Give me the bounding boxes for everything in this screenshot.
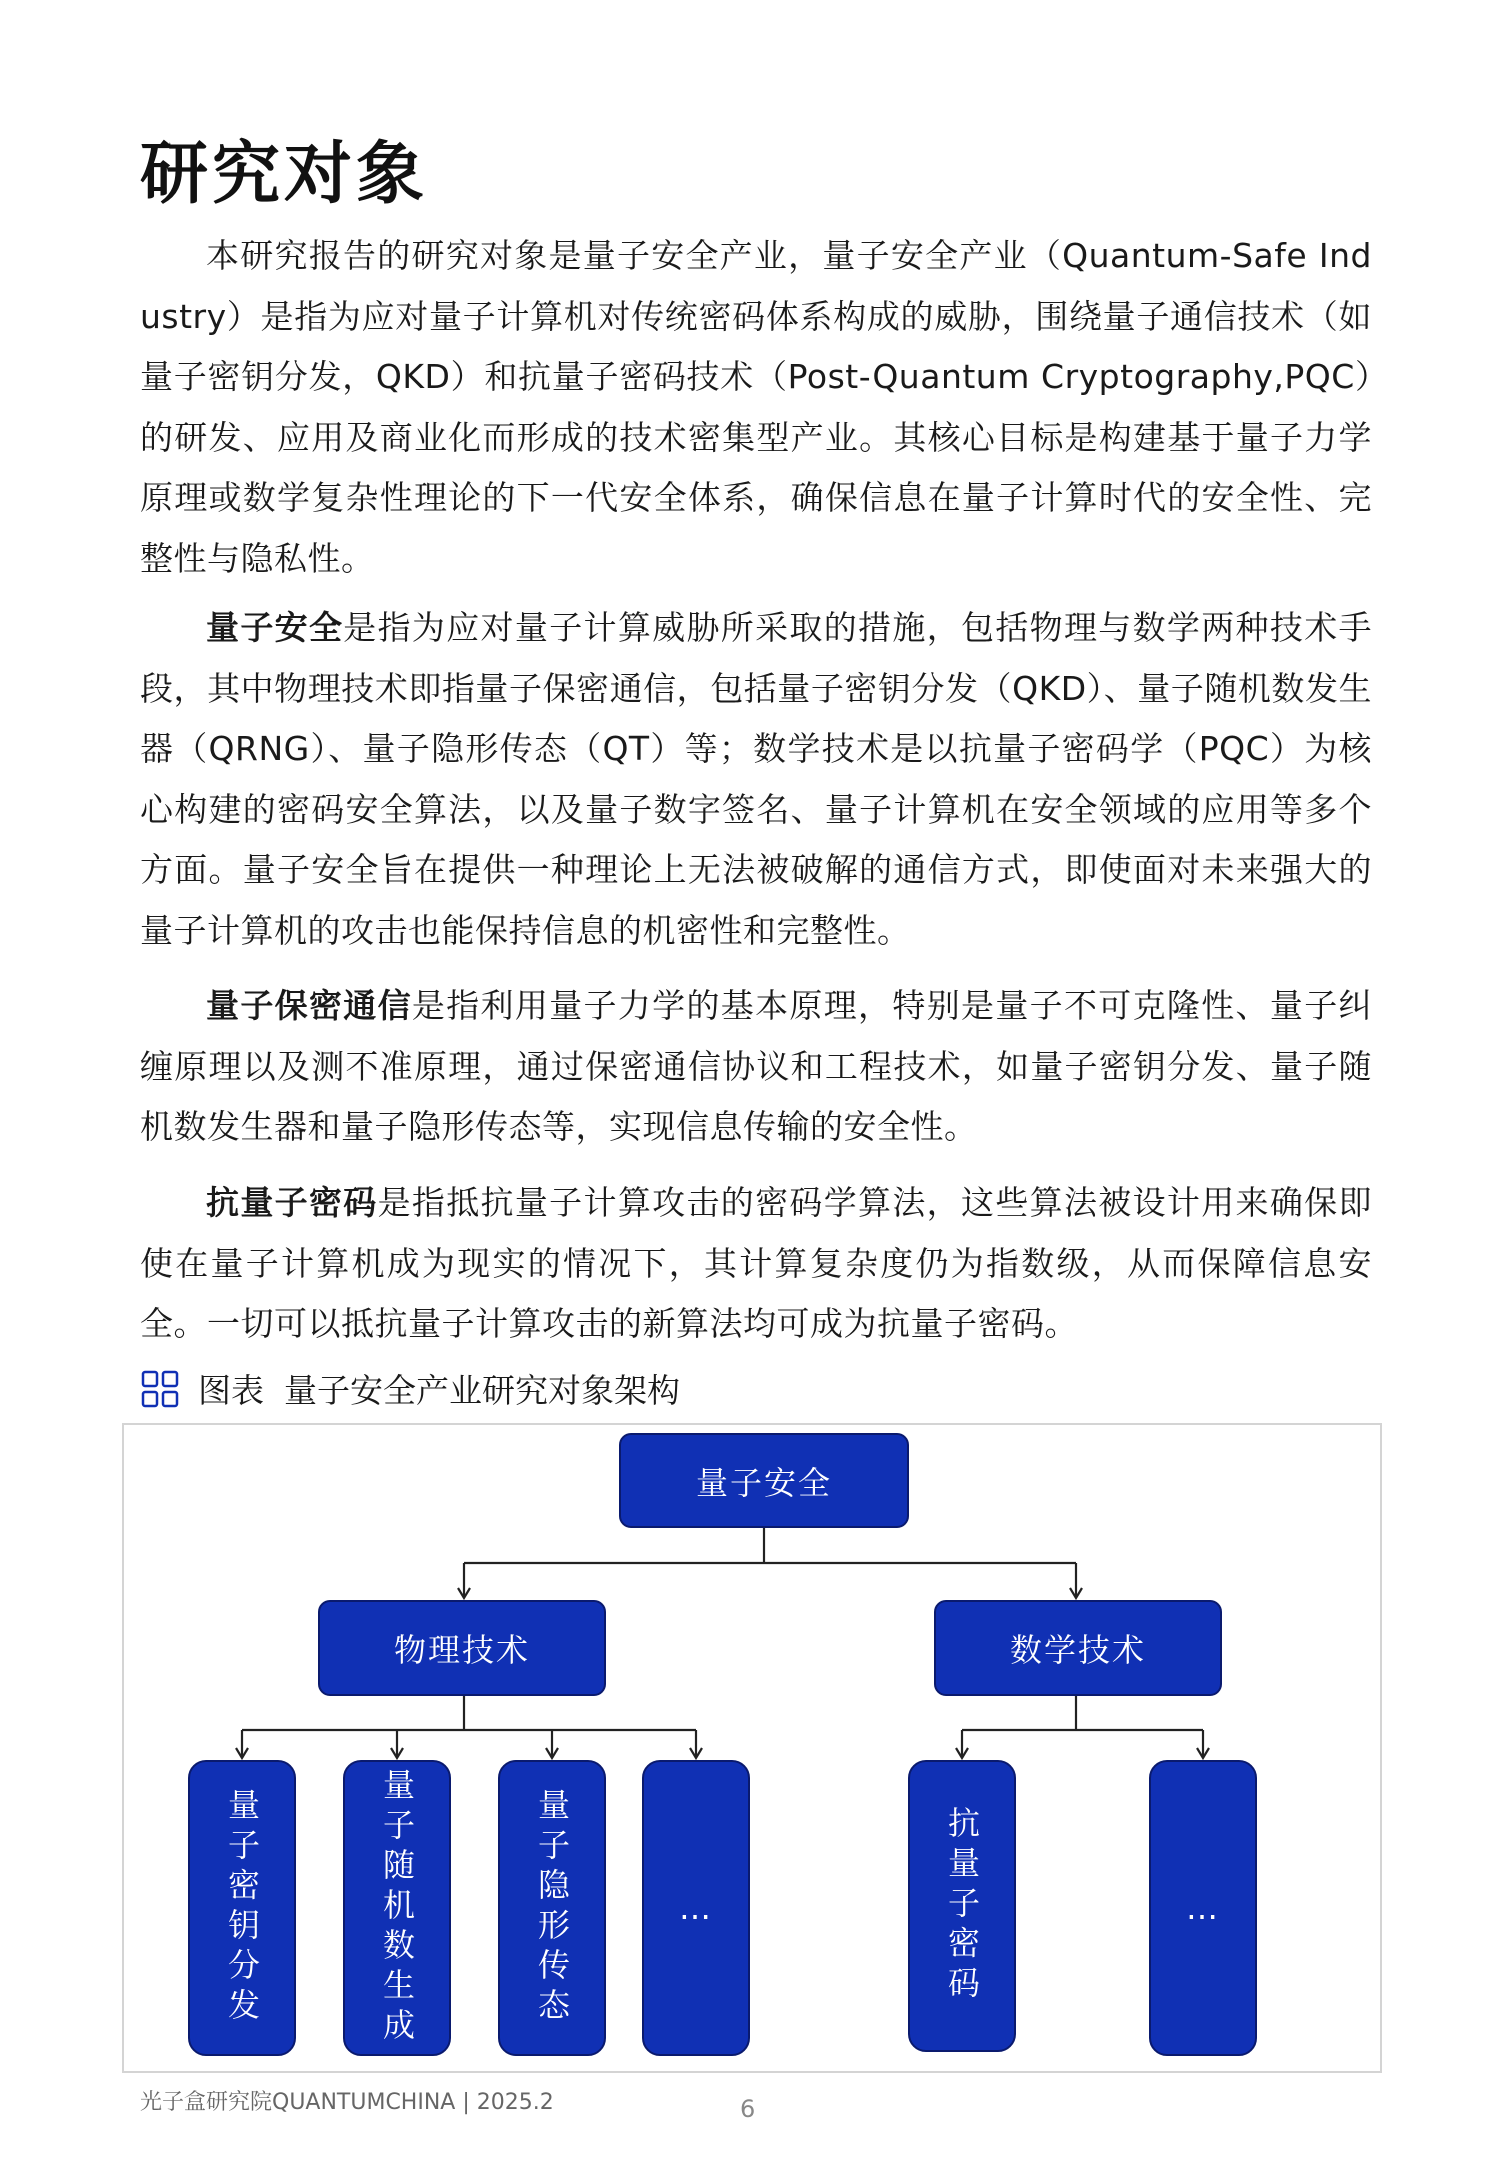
paragraph-text: 是指为应对量子计算威胁所采取的措施，包括物理与数学两种技术手段，其中物理技术即指量子保密通信，包括量子密钥分发（QKD）、量子随机数发生器（QRNG）、量子隐形传态（QT）等；数学技术是以抗量子密码学（PQC）为核心构建的密码安全算法，以及量子数字签名、量子计算机在安全领域的应用等多个方面。量子安全旨在提供一种理论上无法被破解的通信方式，即使面对未来强大的量子计算机的攻击也能保持信息的机密性和完整性。 [140, 608, 1373, 950]
caption-label: 图表 [198, 1371, 264, 1410]
figure-caption [140, 1365, 680, 1412]
paragraph-research-object [140, 226, 1372, 589]
paragraph-text: 本研究报告的研究对象是量子安全产业，量子安全产业（Quantum-Safe Industry）是指为应对量子计算机对传统密码体系构成的威胁，围绕量子通信技术（如量子密钥分发，QKD）和抗量子密码技术（Post-Quantum Cryptography,PQC）的研发、应用及商业化而形成的技术密集型产业。其核心目标是构建基于量子力学原理或数学复杂性理论的下一代安全体系，确保信息在量子计算时代的安全性、完整性与隐私性。 [140, 236, 1372, 578]
paragraph-text: 是指抵抗量子计算攻击的密码学算法，这些算法被设计用来确保即使在量子计算机成为现实的情况下，其计算复杂度仍为指数级，从而保障信息安全。一切可以抵抗量子计算攻击的新算法均可成为抗量子密码。 [140, 1183, 1373, 1343]
node-pqc: 抗量子密码 [908, 1760, 1016, 2052]
paragraph-quantum-secure-communication [140, 976, 1372, 1158]
caption-text: 量子安全产业研究对象架构 [284, 1371, 680, 1410]
paragraph-text: 是指利用量子力学的基本原理，特别是量子不可克隆性、量子纠缠原理以及测不准原理，通过保密通信协议和工程技术，如量子密钥分发、量子随机数发生器和量子隐形传态等，实现信息传输的安全性。 [140, 986, 1373, 1146]
node-more-physical: … [642, 1760, 750, 2056]
node-qkd: 量子密钥分发 [188, 1760, 296, 2056]
node-qrng: 量子随机数生成 [343, 1760, 451, 2056]
term-quantum-safety: 量子安全 [206, 608, 344, 647]
node-more-math: … [1149, 1760, 1257, 2056]
term-quantum-secure-communication: 量子保密通信 [206, 986, 412, 1025]
grid-icon [140, 1369, 180, 1409]
paragraph-quantum-safety [140, 598, 1372, 961]
footer-source: 光子盒研究院QUANTUMCHINA | 2025.2 [140, 2090, 554, 2115]
section-title: 研究对象 [140, 135, 429, 214]
node-qt: 量子隐形传态 [498, 1760, 606, 2056]
paragraph-post-quantum-crypto [140, 1173, 1372, 1355]
page-number: 6 [740, 2095, 756, 2123]
node-math-tech: 数学技术 [934, 1600, 1222, 1696]
node-physical-tech: 物理技术 [318, 1600, 606, 1696]
node-root: 量子安全 [619, 1433, 909, 1528]
term-post-quantum-crypto: 抗量子密码 [206, 1183, 378, 1222]
